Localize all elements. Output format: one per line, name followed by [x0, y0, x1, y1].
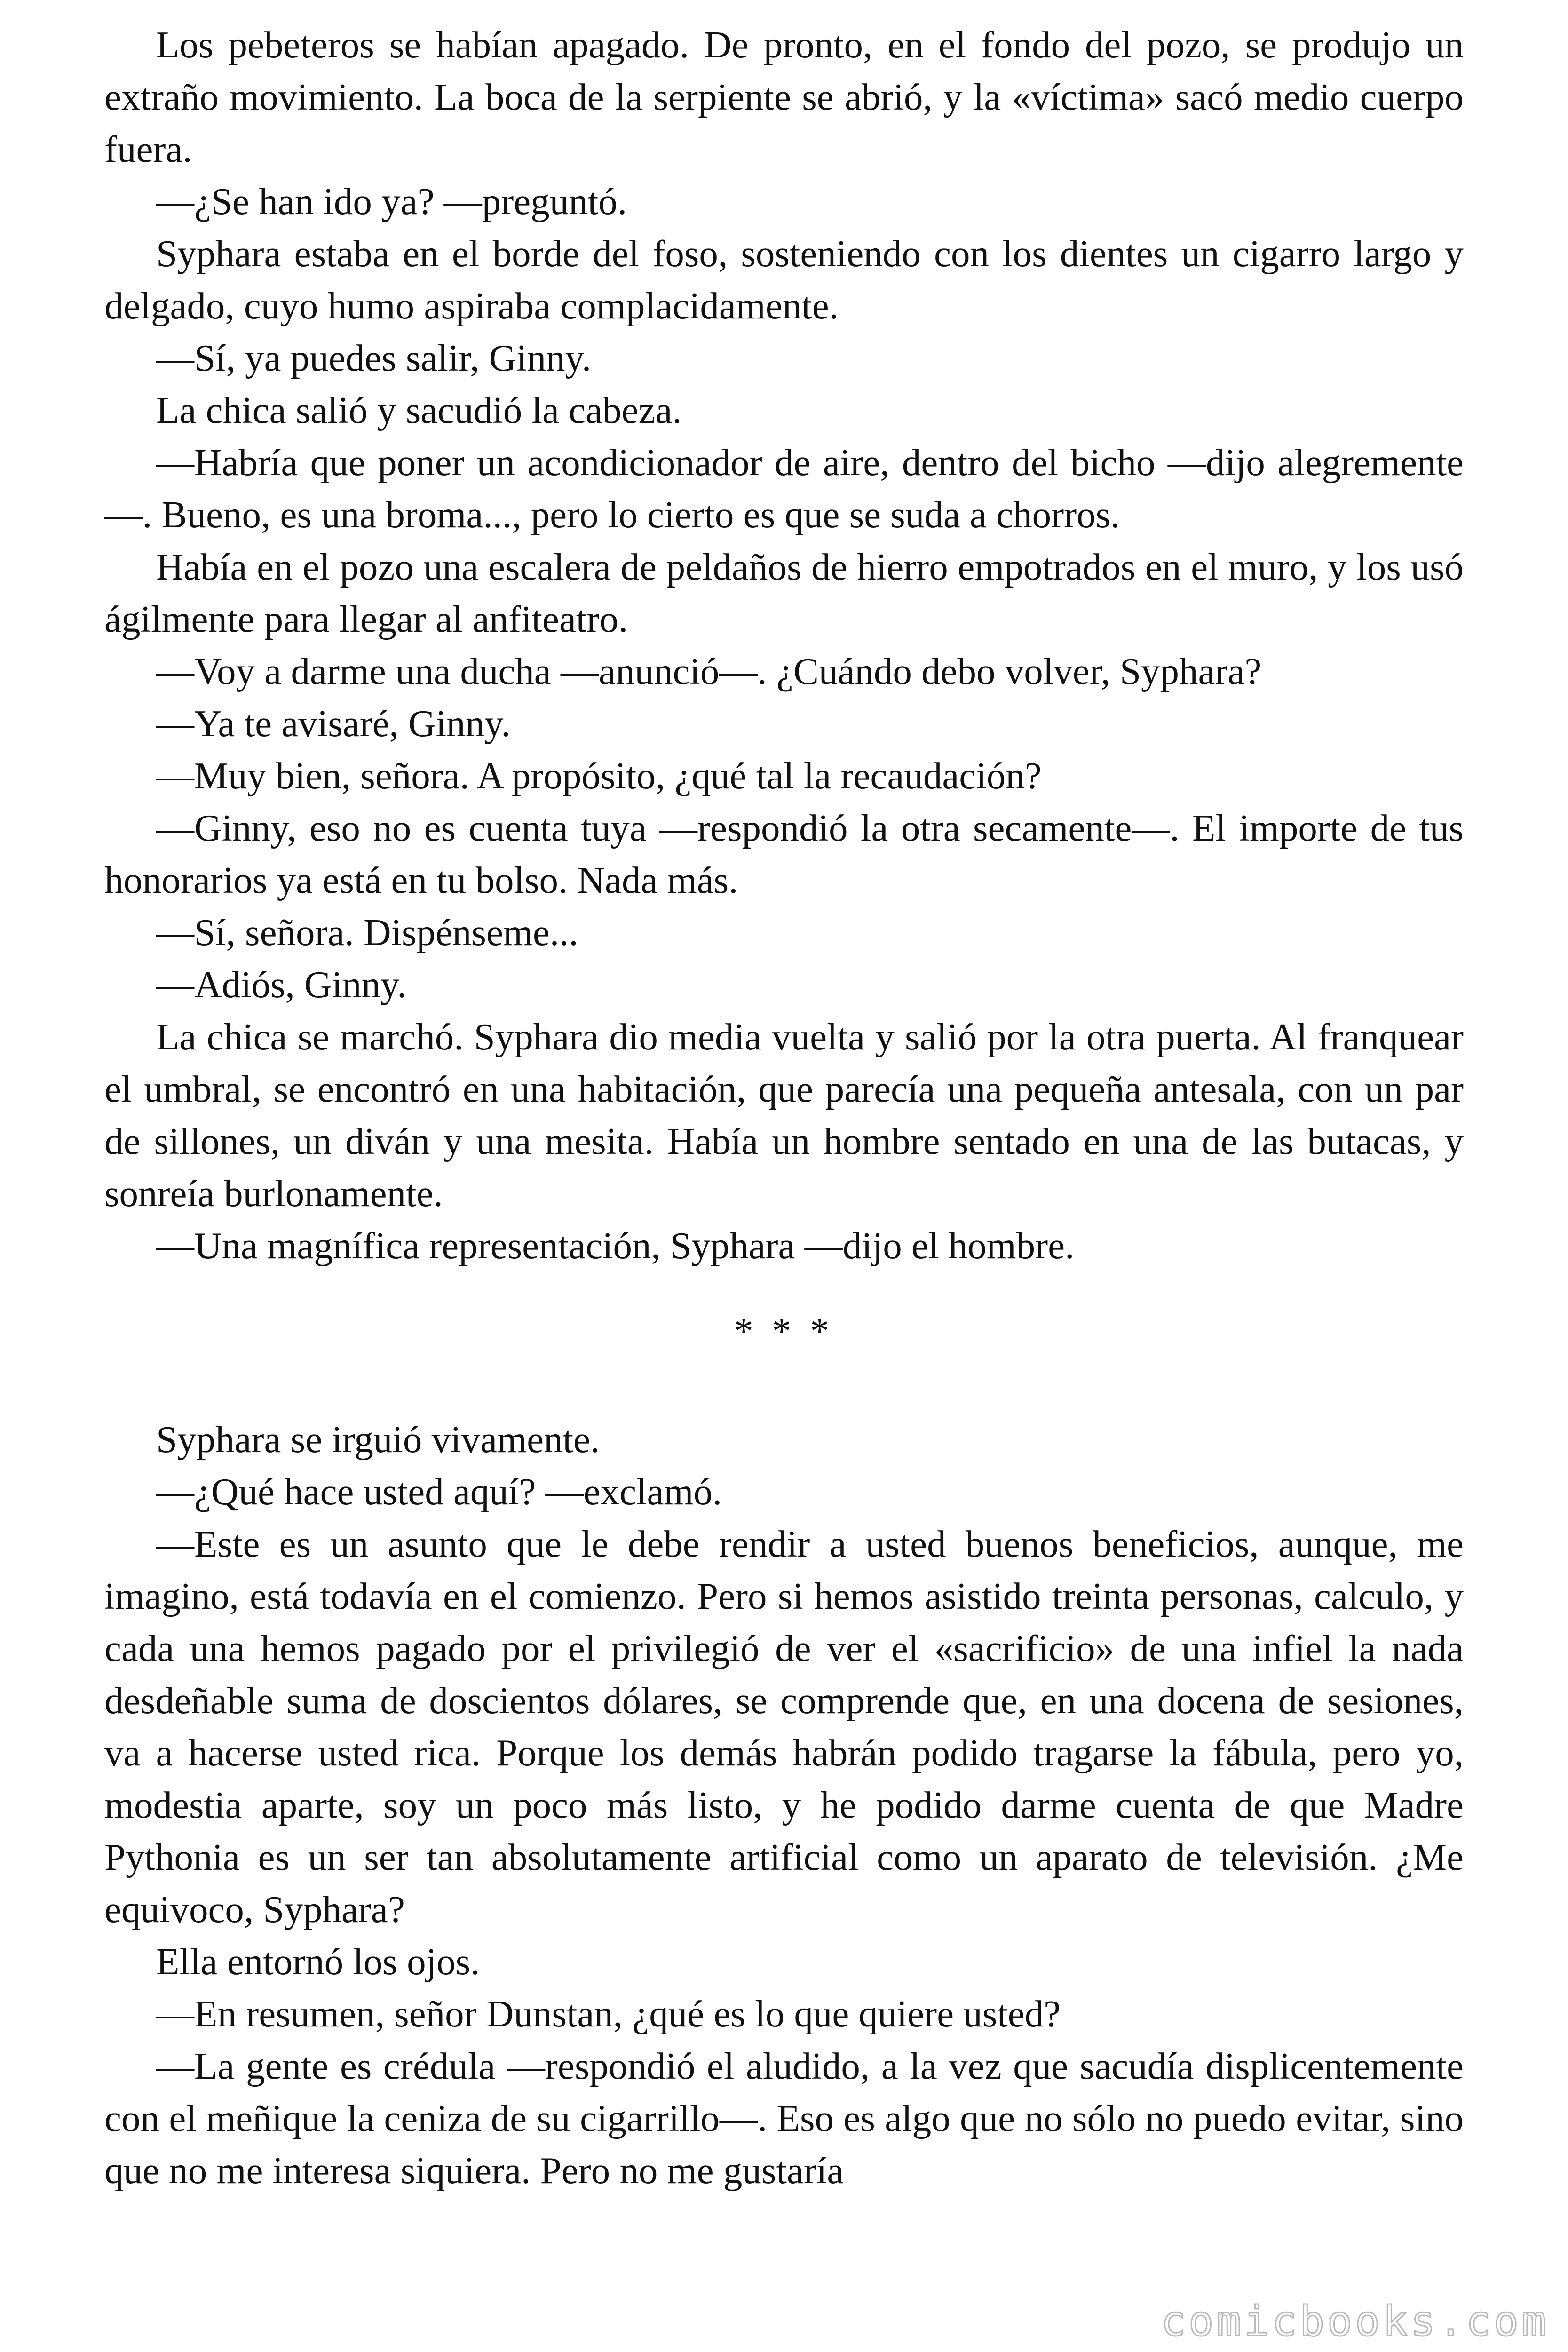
paragraph: —¿Qué hace usted aquí? —exclamó.: [156, 1470, 722, 1513]
paragraph: La chica se marchó. Syphara dio media vuelta y salió por la otra puerta. Al franquear el umbral, se encontró en una habitación, que parecía una pequeña antesala, con un par de sillones, un diván y una mesita. Había un hombre sentado en una de las butacas, y sonreía burlonamente.: [104, 1016, 1464, 1215]
paragraph: Los pebeteros se habían apagado. De pronto, en el fondo del pozo, se produjo un extraño movimiento. La boca de la serpiente se abrió, y la «víctima» sacó medio cuerpo fuera.: [104, 24, 1464, 170]
paragraph: —Adiós, Ginny.: [156, 963, 407, 1006]
paragraph: —La gente es crédula —respondió el aludido, a la vez que sacudía displicentemente con el meñique la ceniza de su cigarrillo—. Eso es algo que no sólo no puedo evitar, sino que no me interesa siquiera. Pero no me gustaría: [104, 2045, 1464, 2192]
paragraph: —En resumen, señor Dunstan, ¿qué es lo que quiere usted?: [156, 1993, 1061, 2035]
paragraph: —Este es un asunto que le debe rendir a usted buenos beneficios, aunque, me imagino, está todavía en el comienzo. Pero si hemos asistido treinta personas, calculo, y cada una hemos pagado por el privilegió de ver el «sacrificio» de una infiel la nada desdeñable suma de doscientos dólares, se comprende que, en una docena de sesiones, va a hacerse usted rica. Porque los demás habrán podido tragarse la fábula, pero yo, modestia aparte, soy un poco más listo, y he podido darme cuenta de que Madre Pythonia es un ser tan absolutamente artificial como un aparato de televisión. ¿Me equivoco, Syphara?: [104, 1523, 1464, 1931]
paragraph: —Ginny, eso no es cuenta tuya —respondió la otra secamente—. El importe de tus honorarios ya está en tu bolso. Nada más.: [104, 807, 1464, 901]
paragraph: Ella entornó los ojos.: [156, 1940, 480, 1983]
paragraph: Syphara estaba en el borde del foso, sosteniendo con los dientes un cigarro largo y delgado, cuyo humo aspiraba complacidamente.: [104, 232, 1464, 327]
paragraph: —Sí, ya puedes salir, Ginny.: [156, 337, 592, 379]
paragraph: Había en el pozo una escalera de peldaños de hierro empotrados en el muro, y los usó ágilmente para llegar al anfiteatro.: [104, 546, 1464, 640]
paragraph: —Una magnífica representación, Syphara —dijo el hombre.: [156, 1224, 1075, 1267]
paragraph: —Voy a darme una ducha —anunció—. ¿Cuándo debo volver, Syphara?: [156, 650, 1262, 692]
paragraph: Syphara se irguió vivamente.: [156, 1418, 600, 1461]
watermark: comicbooks.com: [1161, 2297, 1549, 2345]
paragraph: La chica salió y sacudió la cabeza.: [156, 389, 682, 431]
scene-separator: * * *: [734, 1310, 834, 1352]
paragraph: —Habría que poner un acondicionador de aire, dentro del bicho —dijo alegremente—. Bueno, es una broma..., pero lo cierto es que se suda a chorros.: [104, 441, 1464, 536]
paragraph: —¿Se han ido ya? —preguntó.: [156, 180, 627, 222]
paragraph: —Muy bien, señora. A propósito, ¿qué tal la recaudación?: [156, 755, 1042, 797]
body-text: [104, 19, 1464, 2197]
paragraph: —Sí, señora. Dispénseme...: [156, 911, 578, 954]
paragraph: —Ya te avisaré, Ginny.: [156, 702, 511, 745]
